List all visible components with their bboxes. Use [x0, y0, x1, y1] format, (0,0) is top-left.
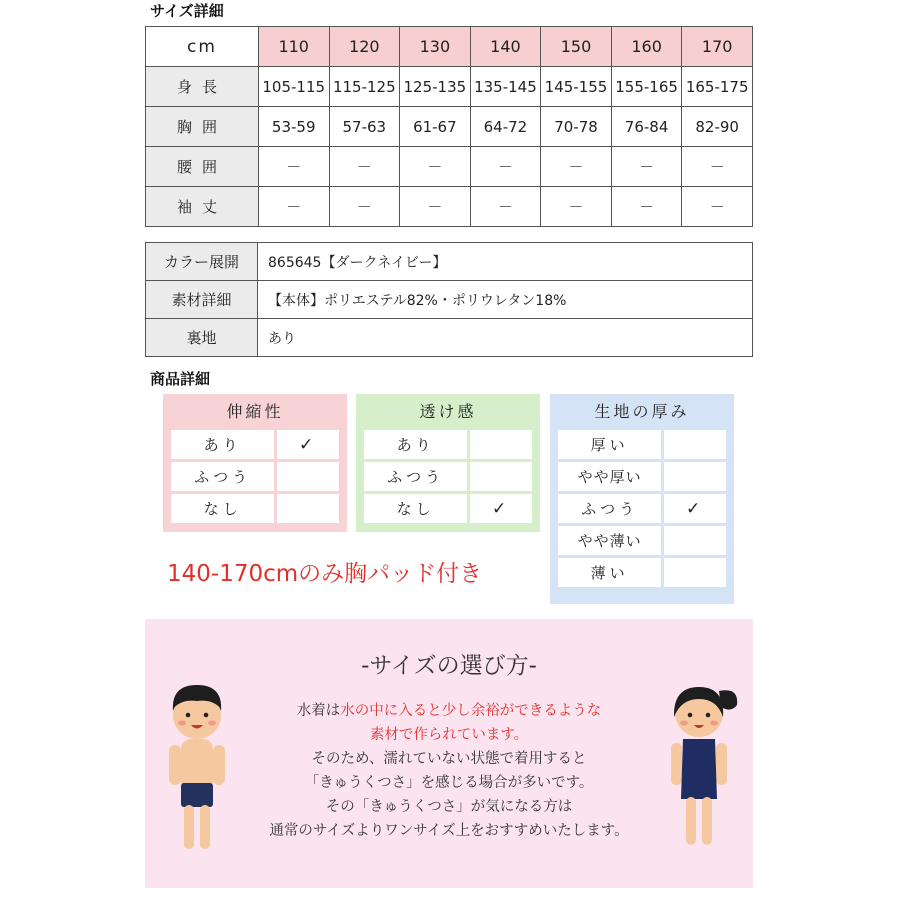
list-item: [171, 462, 339, 491]
check-mark: [664, 430, 726, 459]
table-cell: 155-165: [611, 67, 682, 107]
size-heading: サイズ詳細: [150, 2, 224, 20]
list-item: [171, 430, 339, 459]
check-mark: [664, 526, 726, 555]
sheerness-panel: [356, 394, 540, 532]
size-table: [145, 26, 753, 227]
size-140: 140: [470, 27, 541, 67]
list-item: [558, 526, 726, 555]
list-item: [171, 494, 339, 523]
table-cell: 70-78: [541, 107, 612, 147]
table-row: [146, 281, 753, 319]
table-cell: －: [329, 147, 400, 187]
table-cell: 82-90: [682, 107, 753, 147]
option-label: なし: [364, 494, 467, 523]
stretch-panel: [163, 394, 347, 532]
spec-label-material: 素材詳細: [146, 281, 258, 319]
table-cell: －: [258, 187, 329, 227]
table-cell: －: [400, 147, 471, 187]
guide-line-6: 通常のサイズよりワンサイズ上をおすすめいたします。: [269, 823, 629, 839]
spec-value-lining: あり: [258, 319, 753, 357]
girl-illustration: [657, 677, 749, 867]
product-heading: 商品詳細: [150, 370, 211, 388]
table-cell: －: [682, 187, 753, 227]
guide-text: 水着は: [296, 703, 341, 719]
check-mark: ✓: [277, 430, 339, 459]
stretch-title: 伸縮性: [226, 402, 284, 421]
table-cell: 105-115: [258, 67, 329, 107]
table-row: [146, 147, 753, 187]
check-mark: [470, 462, 532, 491]
guide-title: -サイズの選び方-: [361, 653, 537, 679]
table-cell: －: [470, 147, 541, 187]
guide-line-4: 「きゅうくつさ」を感じる場合が多いです。: [304, 775, 594, 791]
row-label-height: 身長: [146, 67, 259, 107]
table-cell: －: [611, 187, 682, 227]
spec-value-color: 865645【ダークネイビー】: [258, 243, 753, 281]
list-item: [364, 462, 532, 491]
table-row: [146, 319, 753, 357]
stretch-table: [168, 427, 342, 526]
table-row: [146, 243, 753, 281]
check-mark: [470, 430, 532, 459]
list-item: [558, 462, 726, 491]
size-170: 170: [682, 27, 753, 67]
check-mark: [664, 462, 726, 491]
spec-table: [145, 242, 753, 357]
table-row: [146, 67, 753, 107]
option-label: やや薄い: [558, 526, 661, 555]
table-cell: 53-59: [258, 107, 329, 147]
table-cell: －: [541, 147, 612, 187]
thickness-title: 生地の厚み: [594, 402, 690, 421]
spec-label-lining: 裏地: [146, 319, 258, 357]
table-cell: 57-63: [329, 107, 400, 147]
table-cell: －: [611, 147, 682, 187]
list-item: [364, 430, 532, 459]
table-cell: 145-155: [541, 67, 612, 107]
guide-line-5: その「きゅうくつさ」が気になる方は: [325, 799, 573, 815]
size-header-row: [146, 27, 753, 67]
check-mark: ✓: [470, 494, 532, 523]
table-row: [146, 187, 753, 227]
option-label: ふつう: [364, 462, 467, 491]
table-cell: －: [258, 147, 329, 187]
option-label: やや厚い: [558, 462, 661, 491]
spec-label-color: カラー展開: [146, 243, 258, 281]
list-item: [558, 494, 726, 523]
table-cell: －: [682, 147, 753, 187]
boy-illustration: [157, 679, 237, 864]
check-mark: [664, 558, 726, 587]
thickness-table: [555, 427, 729, 590]
check-mark: [277, 494, 339, 523]
option-label: あり: [171, 430, 274, 459]
chest-pad-note: 140-170cmのみ胸パッド付き: [167, 561, 483, 587]
size-130: 130: [400, 27, 471, 67]
row-label-sleeve: 袖丈: [146, 187, 259, 227]
table-cell: 61-67: [400, 107, 471, 147]
check-mark: ✓: [664, 494, 726, 523]
spec-value-material: 【本体】ポリエステル82%・ポリウレタン18%: [258, 281, 753, 319]
option-label: ふつう: [558, 494, 661, 523]
option-label: ふつう: [171, 462, 274, 491]
table-cell: 64-72: [470, 107, 541, 147]
table-row: [146, 107, 753, 147]
guide-line-2: 素材で作られています。: [369, 727, 529, 743]
option-label: 厚い: [558, 430, 661, 459]
size-guide-box: [145, 619, 753, 888]
guide-line-3: そのため、濡れていない状態で着用すると: [311, 751, 587, 767]
table-cell: 135-145: [470, 67, 541, 107]
table-cell: －: [329, 187, 400, 227]
check-mark: [277, 462, 339, 491]
table-cell: 115-125: [329, 67, 400, 107]
sheerness-title: 透け感: [419, 402, 477, 421]
size-110: 110: [258, 27, 329, 67]
sheerness-table: [361, 427, 535, 526]
unit-cell: cm: [146, 27, 259, 67]
table-cell: 76-84: [611, 107, 682, 147]
row-label-chest: 胸囲: [146, 107, 259, 147]
option-label: あり: [364, 430, 467, 459]
size-150: 150: [541, 27, 612, 67]
guide-highlight: 水の中に入ると少し余裕ができるような: [340, 703, 602, 719]
size-120: 120: [329, 27, 400, 67]
table-cell: －: [400, 187, 471, 227]
table-cell: －: [541, 187, 612, 227]
table-cell: 125-135: [400, 67, 471, 107]
option-label: 薄い: [558, 558, 661, 587]
list-item: [558, 558, 726, 587]
size-160: 160: [611, 27, 682, 67]
table-cell: －: [470, 187, 541, 227]
table-cell: 165-175: [682, 67, 753, 107]
list-item: [558, 430, 726, 459]
row-label-waist: 腰囲: [146, 147, 259, 187]
list-item: [364, 494, 532, 523]
option-label: なし: [171, 494, 274, 523]
thickness-panel: [550, 394, 734, 604]
